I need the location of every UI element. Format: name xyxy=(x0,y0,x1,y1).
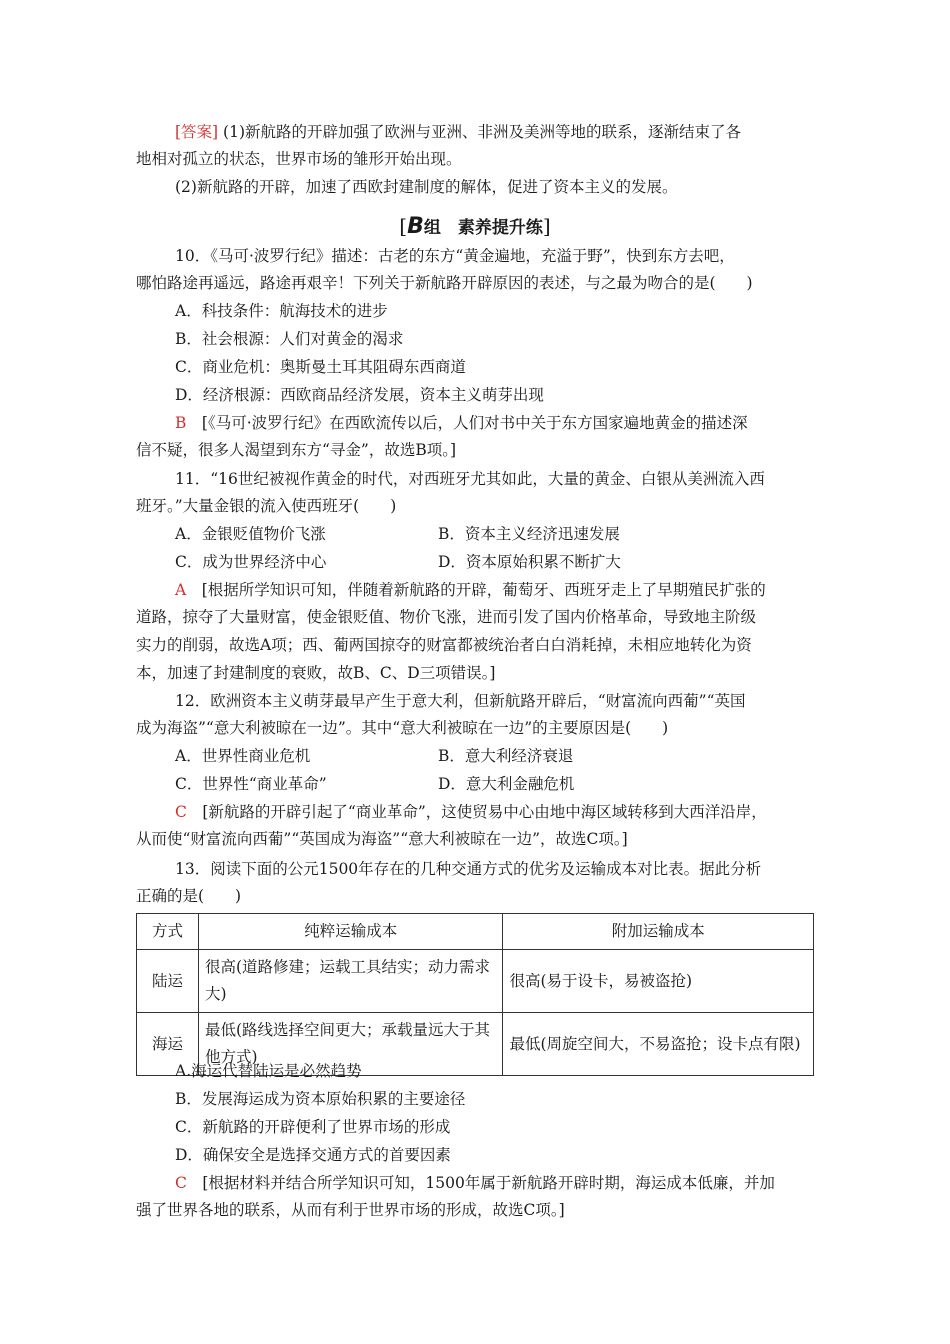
explanation-line: C [根据材料并结合所学知识可知，1500年属于新航路开辟时期，海运成本低廉，并加 xyxy=(175,1174,775,1192)
table-header: 方式 xyxy=(137,914,199,950)
explanation-line: 强了世界各地的联系，从而有利于世界市场的形成，故选C项。] xyxy=(136,1201,565,1219)
option-c: C．商业危机：奥斯曼土耳其阻碍东西商道 xyxy=(175,358,466,376)
option-d: D．资本原始积累不断扩大 xyxy=(438,553,621,571)
option-b: B．资本主义经济迅速发展 xyxy=(438,525,620,543)
group-letter: B xyxy=(407,214,424,239)
question-stem: 13．阅读下面的公元1500年存在的几种交通方式的优劣及运输成本对比表。据此分析 xyxy=(175,860,762,878)
option-row xyxy=(175,771,855,798)
option-a: A.海运代替陆运是必然趋势 xyxy=(175,1062,362,1080)
answer-letter: A xyxy=(175,581,187,599)
question-stem: 12．欧洲资本主义萌芽最早产生于意大利，但新航路开辟后，“财富流向西葡”“英国 xyxy=(175,692,746,710)
option-d: D．确保安全是选择交通方式的首要因素 xyxy=(175,1146,451,1164)
option-a: A．科技条件：航海技术的进步 xyxy=(175,302,388,320)
answer-letter: C xyxy=(175,803,187,821)
question-stem: 班牙。”大量金银的流入使西班牙( ) xyxy=(136,497,397,515)
option-a: A．金银贬值物价飞涨 xyxy=(175,525,326,543)
explanation-line: 实力的削弱，故选A项；西、葡两国掠夺的财富都被统治者白白消耗掉，未相应地转化为资 xyxy=(136,636,752,654)
option-row xyxy=(175,549,855,576)
question-stem: 11．“16世纪被视作黄金的时代，对西班牙尤其如此，大量的黄金、白银从美洲流入西 xyxy=(175,470,765,488)
explanation-line: C [新航路的开辟引起了“商业革命”，这使贸易中心由地中海区域转移到大西洋沿岸， xyxy=(175,803,767,821)
explanation-line: 从而使“财富流向西葡”“英国成为海盗”“意大利被晾在一边”，故选C项。] xyxy=(136,830,628,848)
option-b: B．社会根源：人们对黄金的渴求 xyxy=(175,330,404,348)
table-row xyxy=(137,950,814,1013)
question-stem: 正确的是( ) xyxy=(136,887,242,905)
table-cell: 很高(道路修建；运载工具结实；动力需求大) xyxy=(198,950,503,1013)
section-heading: [B组 素养提升练] xyxy=(399,214,551,239)
question-stem: 成为海盗”“意大利被晾在一边”。其中“意大利被晾在一边”的主要原因是( ) xyxy=(136,719,669,737)
table-header: 附加运输成本 xyxy=(503,914,814,950)
option-c: C．新航路的开辟便利了世界市场的形成 xyxy=(175,1118,451,1136)
answer-line: [答案] (1)新航路的开辟加强了欧洲与亚洲、非洲及美洲等地的联系，逐渐结束了各 xyxy=(175,123,741,141)
table-cell: 陆运 xyxy=(137,950,199,1013)
option-b: B．意大利经济衰退 xyxy=(438,747,574,765)
option-row xyxy=(175,521,855,548)
table-cell: 最低(周旋空间大，不易盗抢；设卡点有限) xyxy=(503,1013,814,1076)
option-d: D．意大利金融危机 xyxy=(438,775,575,793)
question-stem: 10．《马可·波罗行纪》描述：古老的东方“黄金遍地，充溢于野”，快到东方去吧， xyxy=(175,247,735,265)
option-b: B．发展海运成为资本原始积累的主要途径 xyxy=(175,1090,466,1108)
comparison-table xyxy=(136,913,814,1076)
table-cell: 海运 xyxy=(137,1013,199,1076)
answer-tag: [答案] xyxy=(175,123,219,141)
question-stem: 哪怕路途再遥远，路途再艰辛！下列关于新航路开辟原因的表述，与之最为吻合的是( ) xyxy=(136,274,753,292)
option-row xyxy=(175,743,855,770)
option-c: C．世界性“商业革命” xyxy=(175,775,327,793)
table-cell: 最低(路线选择空间更大；承载量远大于其他方式) xyxy=(198,1013,503,1076)
explanation-line: A [根据所学知识可知，伴随着新航路的开辟，葡萄牙、西班牙走上了早期殖民扩张的 xyxy=(175,581,766,599)
answer-line: (2)新航路的开辟，加速了西欧封建制度的解体，促进了资本主义的发展。 xyxy=(175,178,678,196)
table-cell: 很高(易于设卡，易被盗抢) xyxy=(503,950,814,1013)
answer-letter: C xyxy=(175,1174,187,1192)
option-d: D．经济根源：西欧商品经济发展，资本主义萌芽出现 xyxy=(175,386,544,404)
explanation-line: B [《马可·波罗行纪》在西欧流传以后，人们对书中关于东方国家遍地黄金的描述深 xyxy=(175,414,748,432)
answer-letter: B xyxy=(175,414,187,432)
explanation-line: 本，加速了封建制度的衰败，故B、C、D三项错误。] xyxy=(136,664,496,682)
answer-line: 地相对孤立的状态，世界市场的雏形开始出现。 xyxy=(136,150,462,168)
option-a: A．世界性商业危机 xyxy=(175,747,311,765)
option-c: C．成为世界经济中心 xyxy=(175,553,327,571)
table-header: 纯粹运输成本 xyxy=(198,914,503,950)
table-header-row xyxy=(137,914,814,950)
explanation-line: 信不疑，很多人渴望到东方“寻金”，故选B项。] xyxy=(136,441,457,459)
explanation-line: 道路，掠夺了大量财富，使金银贬值、物价飞涨，进而引发了国内价格革命，导致地主阶级 xyxy=(136,608,757,626)
